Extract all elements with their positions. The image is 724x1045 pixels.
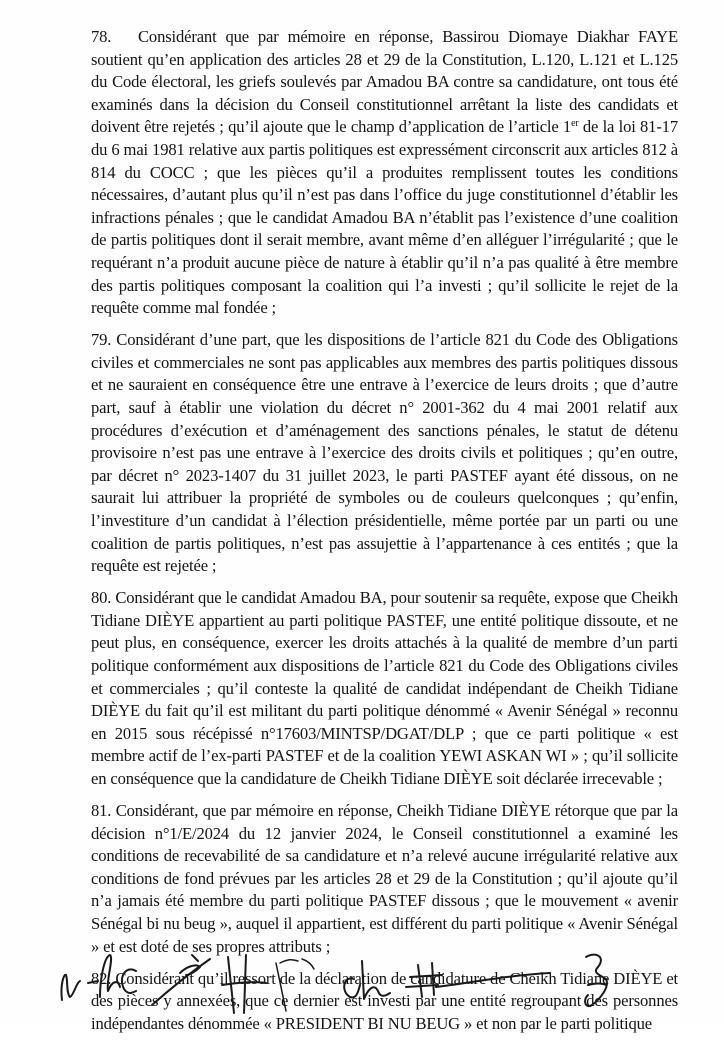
paragraph-number: 78. (91, 27, 112, 46)
paragraph-text: Considérant, que par mémoire en réponse, Cheikh Tidiane DIÈYE rétorque que par la décision n°1/E/2024 du 12 janvier 2024, le Conseil constitutionnel a examiné les conditions de recevabilité de sa candidature et n’a relevé aucune irrégularité relative aux conditions de fond prévues par les articles 28 et 29 de la Constitution ; qu’il ajoute qu’il n’a jamais été membre du parti politique PASTEF dissous ; que le mouvement « avenir Sénégal bi nu beug », auquel il appartient, est différent du parti politique « Avenir Sénégal » et est doté de ses propres attributs ; (91, 801, 678, 956)
paragraph-number: 80. (91, 588, 112, 608)
paragraph-number: 79. (91, 330, 112, 350)
signature-6-icon (344, 961, 390, 999)
document-body (91, 26, 678, 1045)
signature-2-icon (88, 955, 136, 997)
superscript: er (571, 118, 579, 130)
signature-row (40, 945, 700, 1015)
paragraph-78 (91, 26, 678, 320)
paragraph-text: Considérant que le candidat Amadou BA, pour soutenir sa requête, expose que Cheikh Tidiane DIÈYE appartient au parti politique PASTEF, une entité politique dissoute, et ne peut plus, en conséquence, exercer les droits attachés à la qualité de membre d’un parti politique conformément aux dispositions de l’article 821 du Code des Obligations civiles et commerciales ; qu’il conteste la qualité de candidat indépendant de Cheikh Tidiane DIÈYE du fait qu’il est militant du parti politique dénommé « Avenir Sénégal » reconnu en 2015 sous récépissé n°17603/MINTSP/DGAT/DLP ; que ce parti politique « est membre actif de l’ex-parti PASTEF et de la coalition YEWI ASKAN WI » ; qu’il sollicite en conséquence que la candidature de Cheikh Tidiane DIÈYE soit déclarée irrecevable ; (91, 588, 678, 788)
paragraph-text: Considérant d’une part, que les dispositions de l’article 821 du Code des Obligations civiles et commerciales ne sont pas applicables aux membres des partis politiques dissous et ne sauraient en conséquence être une entrave à l’exercice de leurs droits ; que d’autre part, sauf à établir une violation du décret n° 2001-362 du 4 mai 2001 relatif aux procédures d’exécution et d’aménagement des sanctions pénales, le statut de détenu provisoire n’est pas une entrave à l’exercice des droits civils et politiques ; qu’en outre, par décret n° 2023-1407 du 31 juillet 2023, le parti PASTEF ayant été dissous, on ne saurait lui attribuer la propriété de symboles ou de couleurs quelconques ; qu’enfin, l’investiture d’un candidat à l’élection présidentielle, même portée par un parti ou une coalition de partis politiques, n’est pas assujettie à l’appartenance à ces entités ; que la requête est rejetée ; (91, 330, 678, 576)
signature-8-icon (585, 955, 607, 1006)
signature-3-icon (152, 955, 210, 1005)
signature-5-icon (276, 959, 314, 1011)
paragraph-80 (91, 587, 678, 790)
paragraph-81 (91, 800, 678, 958)
signature-1-icon (61, 975, 80, 1000)
paragraph-text: Considérant qu’il ressort de la déclaration de candidature de Cheikh Tidiane DIÈYE et des pièces y annexées, que ce dernier est investi par une entité regroupant des personnes indépendantes dénommée « PRESIDENT BI NU BEUG » et non par le parti politique (91, 968, 678, 1033)
paragraph-number: 82. (91, 968, 112, 988)
paragraph-text-continued: de la loi 81-17 du 6 mai 1981 relative aux partis politiques est expressément circonscrit aux articles 812 à 814 du COCC ; que les pièces qu’il a produites remplissent toutes les conditions nécessaires, d’autant plus qu’il n’est pas dans l’office du juge constitutionnel d’établir les infractions pénales ; que le candidat Amadou BA n’établit pas l’existence d’une coalition de partis politiques dont il serait membre, avant même d’en alléguer l’irrégularité ; que le requérant n’a produit aucune pièce de nature à établir qu’il n’a pas qualité à être membre des partis politiques composant la coalition qui l’a investi ; qu’il sollicite le rejet de la requête comme mal fondée ; (91, 117, 678, 318)
signature-4-icon (222, 955, 266, 1013)
signature-7-icon (406, 963, 550, 997)
paragraph-79 (91, 329, 678, 578)
paragraph-number: 81. (91, 801, 112, 821)
paragraph-text: Considérant que par mémoire en réponse, Bassirou Diomaye Diakhar FAYE soutient qu’en application des articles 28 et 29 de la Constitution, L.120, L.121 et L.125 du Code électoral, les griefs soulevés par Amadou BA contre sa candidature, ont tous été examinés dans la décision du Conseil constitutionnel arrêtant la liste des candidats et doivent être rejetés ; qu’il ajoute que le champ d’application de l’article 1 (91, 27, 678, 137)
